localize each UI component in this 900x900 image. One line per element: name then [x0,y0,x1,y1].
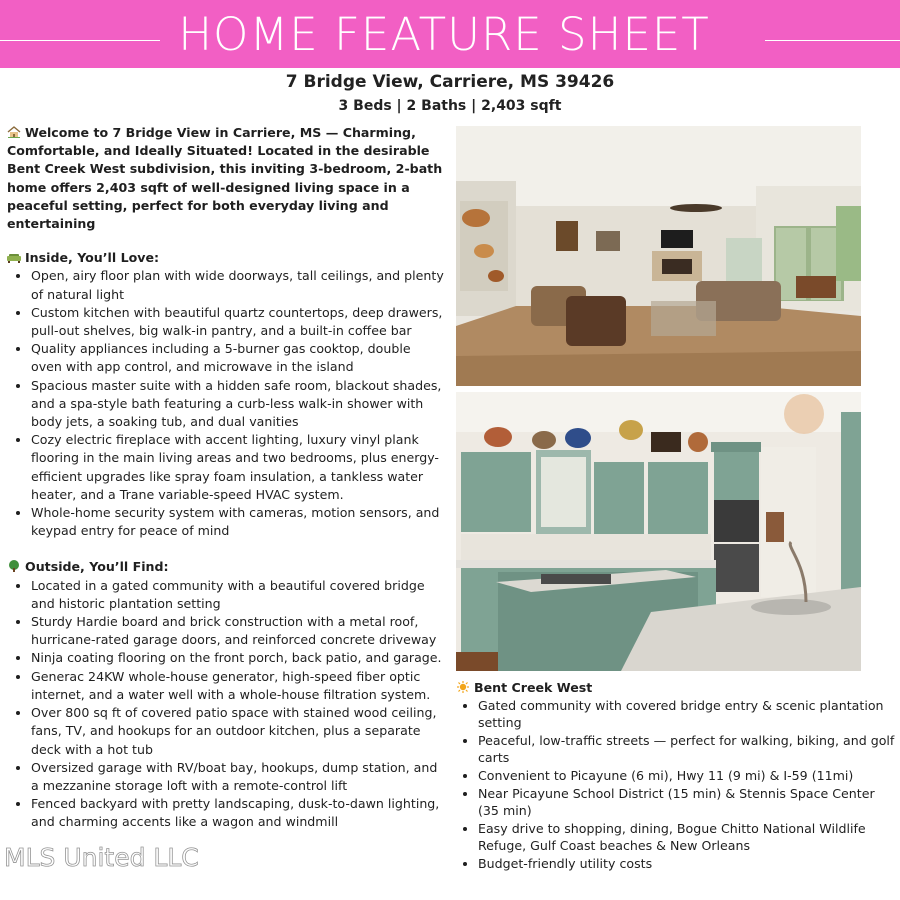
outside-heading-text: Outside, You’ll Find: [25,559,169,575]
outside-list [7,577,445,832]
outside-item: • Sturdy Hardie board and brick construction with a metal roof, hurricane-rated garage doors, and reinforced concrete driveway [31,613,445,649]
community-item: • Gated community with covered bridge entry & scenic plantation setting [478,697,896,732]
living-room-photo [456,126,861,386]
inside-item: • Spacious master suite with a hidden safe room, blackout shades, and a spa-style bath featuring a curb-less walk-in shower with body jets, a soaking tub, and dual vanities [31,377,445,432]
intro-paragraph [7,124,445,233]
outside-heading [7,558,445,576]
page-title: HOME FEATURE SHEET [178,8,710,61]
inside-item: • Open, airy floor plan with wide doorways, tall ceilings, and plenty of natural light [31,267,445,303]
inside-item: • Quality appliances including a 5-burner gas cooktop, double oven with app control, and microwave in the island [31,340,445,376]
inside-item: • Whole-home security system with cameras, motion sensors, and keypad entry for peace of mind [31,504,445,540]
community-item: • Budget-friendly utility costs [478,855,896,873]
community-heading [456,679,896,697]
house-icon [7,125,21,137]
inside-list [7,267,445,540]
sofa-icon [7,250,21,262]
community-item: • Near Picayune School District (15 min) & Stennis Space Center (35 min) [478,785,896,820]
outside-item: • Ninja coating flooring on the front porch, back patio, and garage. [31,649,445,667]
sun-icon [456,680,470,692]
community-item: • Convenient to Picayune (6 mi), Hwy 11 (9 mi) & I-59 (11mi) [478,767,896,785]
community-heading-text: Bent Creek West [474,680,593,695]
outside-item: • Oversized garage with RV/boat bay, hookups, dump station, and a mezzanine storage loft with a remote-control lift [31,759,445,795]
outside-item: • Generac 24KW whole-house generator, high-speed fiber optic internet, and a water well with a whole-house filtration system. [31,668,445,704]
outside-item: • Fenced backyard with pretty landscaping, dusk-to-dawn lighting, and charming accents like a wagon and windmill [31,795,445,831]
inside-heading-text: Inside, You’ll Love: [25,250,160,266]
kitchen-photo [456,392,861,671]
inside-item: • Custom kitchen with beautiful quartz countertops, deep drawers, pull-out shelves, big walk-in pantry, and a built-in coffee bar [31,304,445,340]
community-list [456,697,896,873]
mls-watermark: MLS United LLC [4,843,199,872]
inside-item: • Cozy electric fireplace with accent lighting, luxury vinyl plank flooring in the main living areas and two bedrooms, plus energy-efficient upgrades like spray foam insulation, a tankless water heater, and a Trane variable-speed HVAC system. [31,431,445,504]
community-section [456,679,896,873]
inside-heading [7,249,445,267]
outside-item: • Over 800 sq ft of covered patio space with stained wood ceiling, fans, TV, and hookups for an outdoor kitchen, plus a separate deck with a hot tub [31,704,445,759]
header-banner [0,0,900,68]
community-item: • Easy drive to shopping, dining, Bogue Chitto National Wildlife Refuge, Gulf Coast beaches & New Orleans [478,820,896,855]
property-address: 7 Bridge View, Carriere, MS 39426 [285,72,615,92]
property-specs: 3 Beds | 2 Baths | 2,403 sqft [338,98,562,114]
community-item: • Peaceful, low-traffic streets — perfect for walking, biking, and golf carts [478,732,896,767]
features-column [7,124,445,850]
intro-text: Welcome to 7 Bridge View in Carriere, MS — Charming, Comfortable, and Ideally Situated! Located in the desirable Bent Creek West subdivision, this inviting 3-bedroom, 2-bath home offers 2,403 sqft of well-designed living space in a peaceful setting, perfect for both everyday living and entertaining [7,125,443,232]
tree-icon [7,559,21,571]
outside-item: • Located in a gated community with a beautiful covered bridge and historic plantation setting [31,577,445,613]
